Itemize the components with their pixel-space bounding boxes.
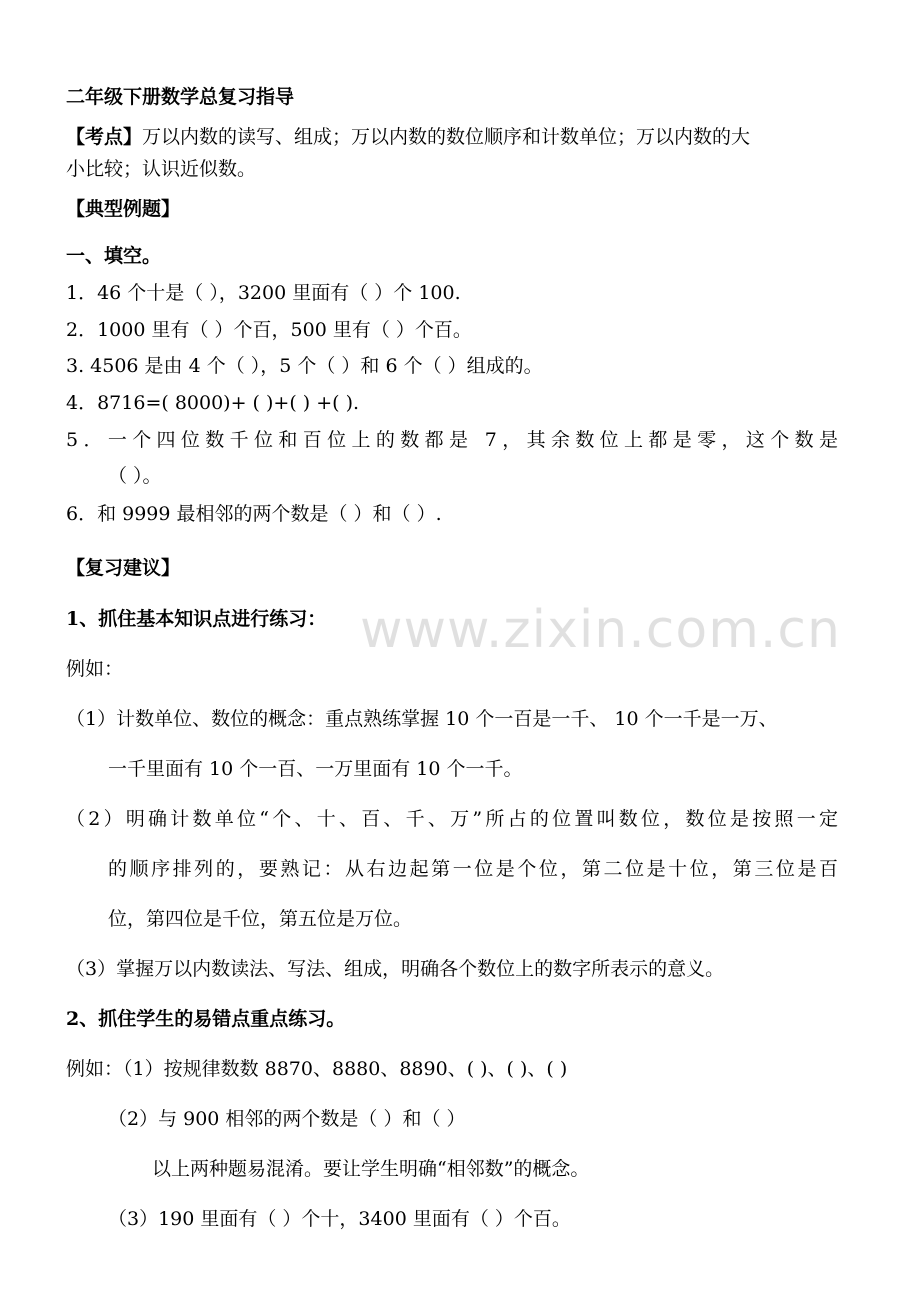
- point-1-line-2: 一千里面有 10 个一百、一万里面有 10 个一千。: [108, 758, 523, 780]
- examples-header: 【典型例题】: [66, 198, 181, 220]
- advice-2-title: 2、抓住学生的易错点重点练习。: [66, 1008, 346, 1030]
- kaodian-label: 【考点】: [66, 126, 143, 148]
- point-2-line-2: 的顺序排列的，要熟记：从右边起第一位是个位，第二位是十位，第三位是百: [108, 858, 838, 880]
- point-3: （3）掌握万以内数读法、写法、组成，明确各个数位上的数字所表示的意义。: [66, 958, 725, 980]
- document-title: 二年级下册数学总复习指导: [66, 86, 295, 108]
- question-4: 4．8716=( 8000)+ ( )+( ) +( ).: [66, 392, 360, 414]
- kaodian-line-1: [66, 124, 750, 150]
- point-2-line-1: （2）明确计数单位“个、十、百、千、万”所占的位置叫数位，数位是按照一定: [66, 808, 838, 830]
- question-2: 2．1000 里有（ ）个百，500 里有（ ）个百。: [66, 319, 472, 341]
- kaodian-line-2: 小比较；认识近似数。: [66, 158, 257, 180]
- point-2-line-3: 位，第四位是千位，第五位是万位。: [108, 908, 413, 930]
- section-1-title: 一、填空。: [66, 245, 162, 267]
- point-1-line-1: （1）计数单位、数位的概念：重点熟练掌握 10 个一百是一千、 10 个一千是一万、: [66, 708, 778, 730]
- advice-1-title: 1、抓住基本知识点进行练习：: [66, 608, 327, 630]
- question-1: 1．46 个十是（ ），3200 里面有（ ）个 100.: [66, 282, 461, 304]
- question-3: 3. 4506 是由 4 个（ ），5 个（ ）和 6 个（ ）组成的。: [66, 355, 543, 377]
- error-example-2: （2）与 900 相邻的两个数是（ ）和（ ）: [108, 1108, 466, 1130]
- kaodian-text-1: 万以内数的读写、组成；万以内数的数位顺序和计数单位；万以内数的大: [142, 126, 751, 148]
- watermark: www.zixin.com.cn: [360, 600, 841, 660]
- question-5: 5．一个四位数千位和百位上的数都是 7，其余数位上都是零，这个数是: [66, 429, 838, 451]
- question-6: 6．和 9999 最相邻的两个数是（ ）和（ ）.: [66, 503, 442, 525]
- advice-header: 【复习建议】: [66, 557, 181, 579]
- error-example-3: （3）190 里面有（ ）个十，3400 里面有（ ）个百。: [108, 1208, 571, 1230]
- question-5-blank: （ ）。: [108, 465, 162, 487]
- error-example-1: 例如：（1）按规律数数 8870、8880、8890、( )、( )、( ): [66, 1058, 568, 1080]
- example-label: 例如：: [66, 658, 124, 680]
- error-note: 以上两种题易混淆。要让学生明确“相邻数”的概念。: [152, 1158, 590, 1180]
